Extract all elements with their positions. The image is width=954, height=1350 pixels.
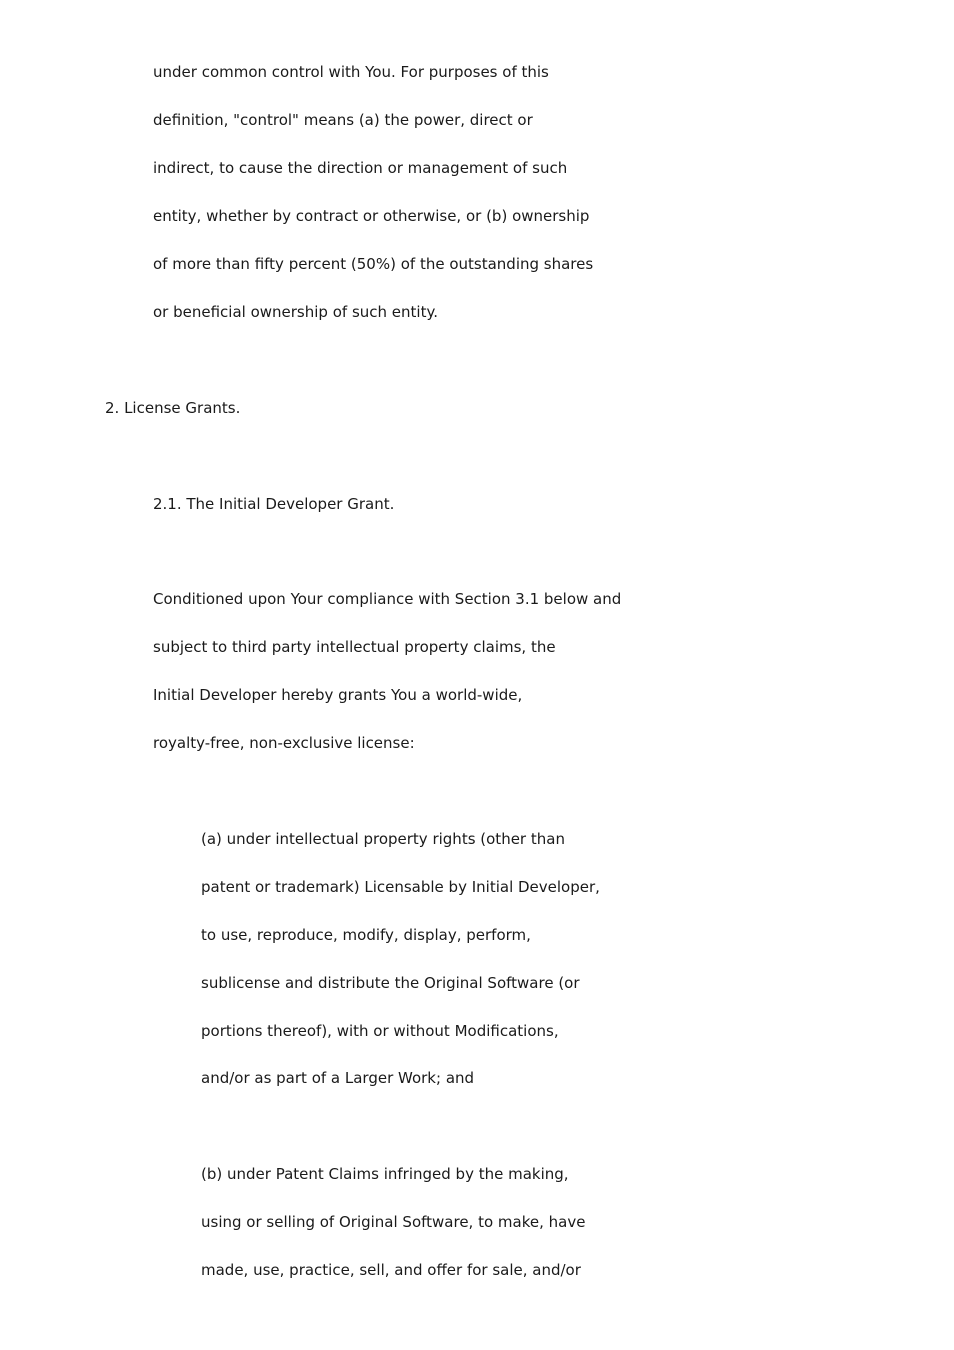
text-line: and/or as part of a Larger Work; and bbox=[201, 1069, 475, 1087]
text-line: sublicense and distribute the Original Software (or bbox=[201, 974, 580, 992]
section-heading: 2. License Grants. bbox=[105, 399, 241, 417]
text-line: of more than fifty percent (50%) of the outstanding shares bbox=[153, 255, 594, 273]
subsection-heading: 2.1. The Initial Developer Grant. bbox=[153, 495, 395, 513]
text-line: entity, whether by contract or otherwise, or (b) ownership bbox=[153, 207, 590, 225]
text-line: made, use, practice, sell, and offer for sale, and/or bbox=[201, 1261, 581, 1279]
text-line: portions thereof), with or without Modifications, bbox=[201, 1022, 559, 1040]
text-line: subject to third party intellectual property claims, the bbox=[153, 638, 556, 656]
text-line: under common control with You. For purposes of this bbox=[153, 63, 549, 81]
text-line: (b) under Patent Claims infringed by the making, bbox=[201, 1165, 569, 1183]
text-line: Conditioned upon Your compliance with Section 3.1 below and bbox=[153, 590, 622, 608]
text-line: using or selling of Original Software, to make, have bbox=[201, 1213, 586, 1231]
text-line: or beneficial ownership of such entity. bbox=[153, 303, 438, 321]
text-line: indirect, to cause the direction or management of such bbox=[153, 159, 568, 177]
text-line: (a) under intellectual property rights (other than bbox=[201, 830, 565, 848]
text-line: royalty-free, non-exclusive license: bbox=[153, 734, 415, 752]
text-line: definition, "control" means (a) the power, direct or bbox=[153, 111, 533, 129]
text-line: patent or trademark) Licensable by Initial Developer, bbox=[201, 878, 600, 896]
text-line: to use, reproduce, modify, display, perform, bbox=[201, 926, 531, 944]
text-line: Initial Developer hereby grants You a world-wide, bbox=[153, 686, 523, 704]
